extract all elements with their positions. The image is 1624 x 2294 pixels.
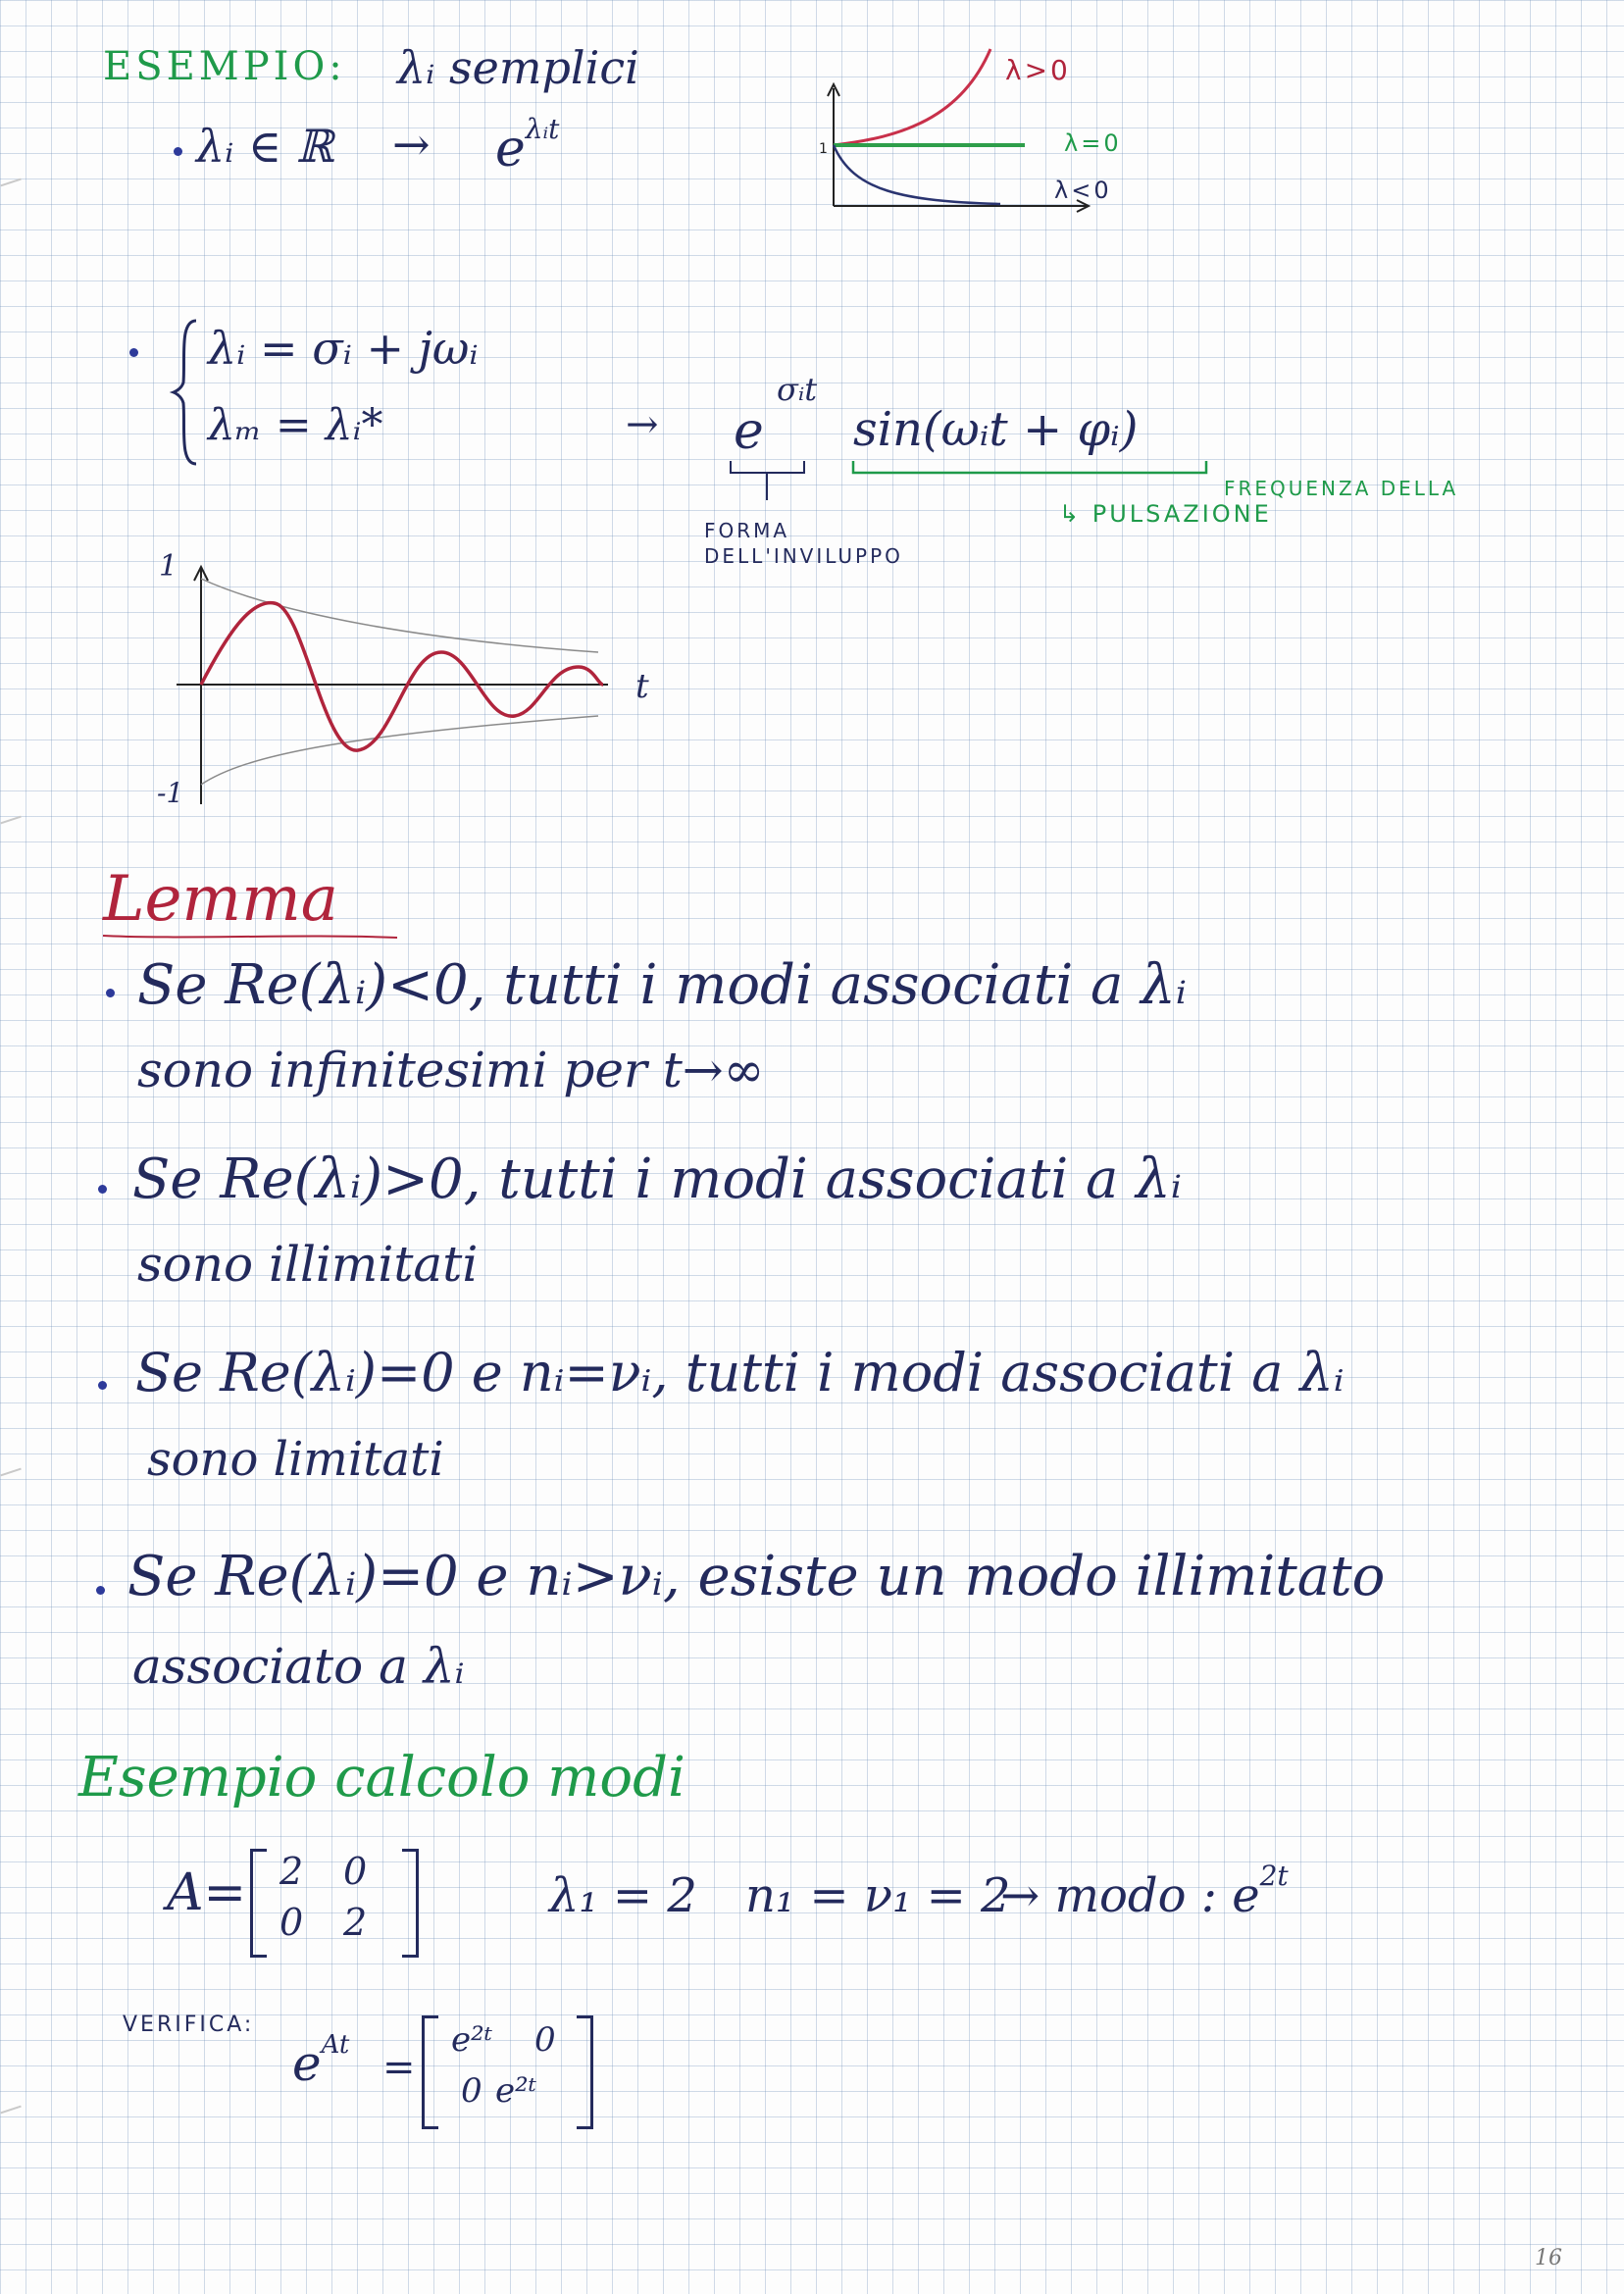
check-bracket-right: [577, 2015, 593, 2129]
lemma-item-2-line-1: Se Re(λᵢ)>0, tutti i modi associati a λᵢ: [132, 1147, 1182, 1211]
example-subtitle: λᵢ semplici: [397, 41, 639, 94]
note-frequency: FREQUENZA DELLA: [1224, 477, 1459, 500]
check-bracket-left: [422, 2015, 438, 2129]
check-equals: =: [382, 2045, 416, 2090]
real-case-condition: λᵢ ∈ ℝ: [196, 120, 333, 173]
bullet: [129, 348, 138, 357]
y-label-top: 1: [159, 549, 178, 584]
lemma-item-1-line-1: Se Re(λᵢ)<0, tutti i modi associati a λᵢ: [137, 953, 1187, 1017]
system-brace: [172, 319, 201, 466]
arrow: →: [626, 402, 659, 447]
complex-eq-1: λᵢ = σᵢ + jωᵢ: [208, 322, 479, 375]
matrix-cell: 0: [343, 1850, 368, 1893]
margin-mark: [0, 178, 22, 187]
label-lambda-zero: λ=0: [1064, 129, 1122, 157]
label-lambda-neg: λ<0: [1054, 177, 1112, 204]
matrix-cell: 2: [279, 1850, 304, 1893]
example-title: ESEMPIO:: [103, 44, 346, 89]
bullet: [98, 1185, 107, 1194]
envelope-upper: [201, 579, 598, 652]
real-case-mode: $e^{\lambda ᵢt}$: [495, 112, 560, 178]
check-label: VERIFICA:: [123, 2013, 255, 2037]
plot-axes: [177, 567, 608, 804]
lemma-item-4-line-2: associato a λᵢ: [132, 1638, 465, 1695]
x-label-t: t: [635, 667, 649, 706]
y-tick-one: 1: [819, 141, 828, 157]
check-lhs: $e^{At}$: [292, 2030, 350, 2092]
plot-axes: [828, 84, 1089, 212]
matrix-bracket-left: [250, 1849, 267, 1958]
bullet: [106, 989, 115, 997]
envelope-lower: [201, 716, 598, 785]
curve-positive: [834, 49, 990, 145]
y-label-bottom: -1: [157, 777, 184, 809]
lemma-underline: [103, 932, 397, 943]
margin-mark: [0, 816, 22, 825]
matrix-cell: 0: [279, 1901, 304, 1944]
page-number: 16: [1535, 2246, 1562, 2270]
damped-wave: [201, 603, 603, 751]
mode-sine: sin(ωᵢt + φᵢ): [853, 402, 1139, 457]
lemma-item-3-line-2: sono limitati: [147, 1432, 444, 1487]
margin-mark: [0, 2106, 22, 2115]
matrix-label: A=: [167, 1863, 247, 1922]
bullet: [174, 147, 182, 156]
damped-oscillation-plot: [147, 559, 657, 814]
check-cell: 0: [534, 2020, 556, 2060]
matrix-bracket-right: [402, 1849, 419, 1958]
lemma-item-3-line-1: Se Re(λᵢ)=0 e nᵢ=νᵢ, tutti i modi associati a λᵢ: [135, 1342, 1345, 1403]
complex-eq-2: λₘ = λᵢ*: [208, 400, 383, 450]
eigenvalue: λ₁ = 2: [549, 1868, 697, 1923]
check-cell: 0: [461, 2071, 482, 2111]
matrix-cell: 2: [343, 1901, 368, 1944]
arrow: →: [392, 118, 431, 171]
lemma-item-4-line-1: Se Re(λᵢ)=0 e nᵢ>νᵢ, esiste un modo illimitato: [127, 1545, 1386, 1608]
note-envelope: FORMA DELL'INVILUPPO: [704, 519, 903, 568]
check-cell: e²ᵗ: [451, 2020, 493, 2060]
margin-mark: [0, 1468, 22, 1477]
mode-base: e: [734, 402, 764, 461]
multiplicity: n₁ = ν₁ = 2: [745, 1868, 1011, 1923]
check-cell: e²ᵗ: [495, 2071, 537, 2111]
bullet: [96, 1586, 105, 1595]
note-pulsation: ↳ PULSAZIONE: [1059, 500, 1272, 528]
lemma-item-1-line-2: sono infinitesimi per t→∞: [137, 1042, 765, 1098]
example2-title: Esempio calcolo modi: [78, 1746, 685, 1810]
resulting-mode: → modo : $e^{2t}$: [1000, 1860, 1289, 1923]
curve-negative: [834, 145, 1000, 204]
mode-exponent: σᵢt: [777, 371, 818, 408]
lemma-title: Lemma: [103, 863, 338, 936]
lemma-item-2-line-2: sono illimitati: [137, 1236, 479, 1293]
label-lambda-pos: λ>0: [1005, 54, 1071, 86]
bullet: [98, 1381, 107, 1390]
